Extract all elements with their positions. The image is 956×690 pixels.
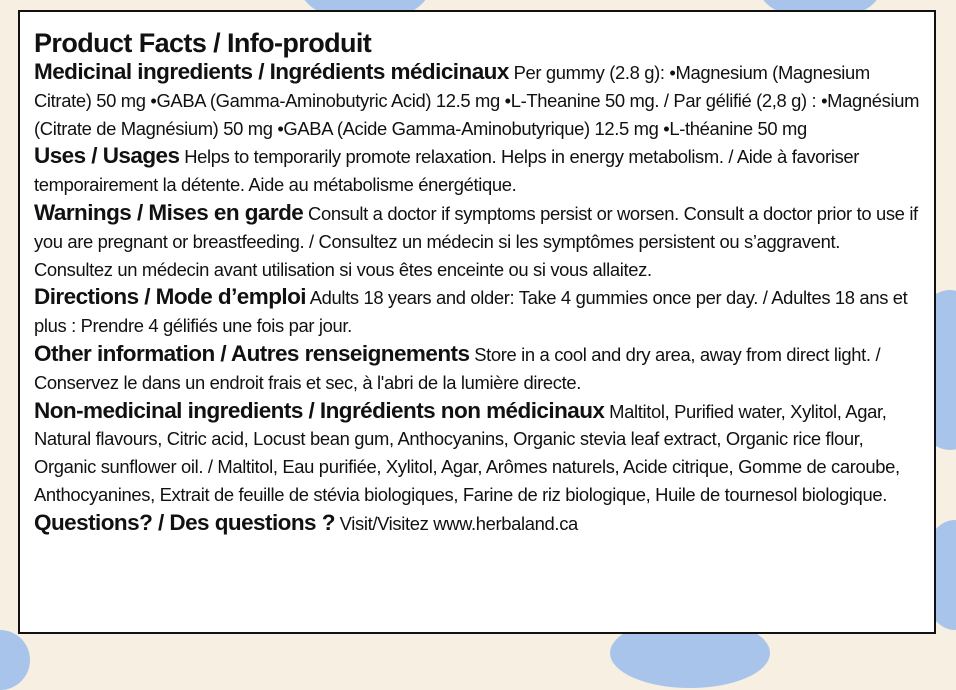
- section-heading: Warnings / Mises en garde: [34, 199, 304, 225]
- section-text: Maltitol, Purified water, Xylitol, Agar, Natural flavours, Citric acid, Locust bean gum, Anthocyanins, Organic stevia leaf extract, Organic rice flour, Organic sunflower oil. / Maltitol, Eau purifiée, Xylitol, Agar, Arômes naturels, Acide citrique, Gomme de caroube, Anthocyanines, Extrait de feuille de stévia biologiques, Farine de riz biologique, Huile de tournesol biologique.: [34, 400, 900, 505]
- section-heading: Questions? / Des questions ?: [34, 509, 335, 535]
- section-heading: Uses / Usages: [34, 143, 180, 169]
- section-text: Consult a doctor if symptoms persist or worsen. Consult a doctor prior to use if you are pregnant or breastfeeding. / Consultez un médecin si les symptômes persistent ou s’aggravent. Consultez un médecin avant utilisation si vous êtes enceinte ou si vous allaitez.: [34, 202, 918, 280]
- section-questions: [34, 509, 920, 538]
- panel-title: Product Facts / Info-produit: [34, 28, 372, 58]
- section-heading: Directions / Mode d’emploi: [34, 284, 306, 310]
- section-uses: [34, 142, 920, 199]
- section-heading: Other information / Autres renseignements: [34, 340, 470, 366]
- section-text: Adults 18 years and older: Take 4 gummies once per day. / Adultes 18 ans et plus : Prendre 4 gélifiés une fois par jour.: [34, 287, 908, 337]
- section-text: Per gummy (2.8 g): •Magnesium (Magnesium Citrate) 50 mg •GABA (Gamma-Aminobutyric Acid) 12.5 mg •L-Theanine 50 mg. / Par gélifié (2,8 g) : •Magnésium (Citrate de Magnésium) 50 mg •GABA (Acide Gamma-Aminobutyrique) 12.5 mg •L-théanine 50 mg: [34, 62, 920, 139]
- section-directions: [34, 283, 920, 340]
- section-medicinal-ingredients: [34, 58, 920, 142]
- product-facts-panel: [18, 10, 936, 634]
- website-link[interactable]: Visit/Visitez www.herbaland.ca: [339, 512, 578, 534]
- section-warnings: [34, 199, 920, 283]
- background-blob: [0, 630, 30, 690]
- section-heading: Medicinal ingredients / Ingrédients médicinaux: [34, 59, 509, 84]
- section-text: Helps to temporarily promote relaxation. Helps in energy metabolism. / Aide à favoriser temporairement la détente. Aide au métabolisme énergétique.: [34, 146, 860, 196]
- section-heading: Non-medicinal ingredients / Ingrédients non médicinaux: [34, 397, 605, 423]
- section-other-information: [34, 340, 920, 397]
- section-non-medicinal-ingredients: [34, 397, 920, 509]
- section-text: Store in a cool and dry area, away from direct light. / Conservez le dans un endroit frais et sec, à l'abri de la lumière directe.: [34, 343, 881, 393]
